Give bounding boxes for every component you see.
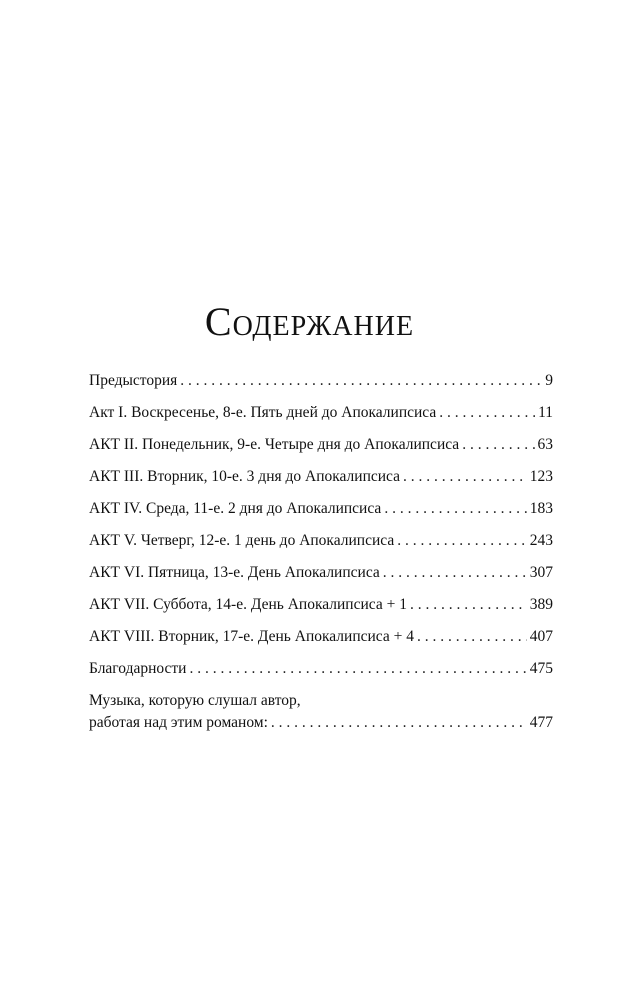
toc-entry-label-line2: работая над этим романом: [89, 714, 268, 731]
toc-entry-label: АКТ II. Понедельник, 9-е. Четыре дня до Апокалипсиса [89, 436, 460, 453]
toc-entry-label: АКТ V. Четверг, 12-е. 1 день до Апокалипсиса [89, 532, 395, 549]
toc-entry-page: 389 [529, 596, 553, 613]
toc-entry-page: 183 [529, 500, 553, 517]
toc-entry-label: Благодарности [89, 660, 187, 677]
dot-leader [271, 712, 527, 734]
toc-entry-acknowledgements [89, 658, 553, 680]
toc-entry-page: 477 [529, 714, 553, 731]
toc-entry-act-7 [89, 594, 553, 616]
toc-entry-music [89, 690, 553, 734]
toc-entry-label: АКТ VI. Пятница, 13-е. День Апокалипсиса [89, 564, 380, 581]
toc-title: Содержание [204, 299, 415, 344]
toc-entry-act-8 [89, 626, 553, 648]
toc-entry-label: АКТ III. Вторник, 10-е. 3 дня до Апокалипсиса [89, 468, 400, 485]
toc-entry-act-1 [89, 402, 553, 424]
toc-entry-label: АКТ IV. Среда, 11-е. 2 дня до Апокалипсиса [89, 500, 382, 517]
toc-entry-act-3 [89, 466, 553, 488]
toc-entry-label: Акт I. Воскресенье, 8-е. Пять дней до Апокалипсиса [89, 404, 437, 421]
toc-entry-page: 307 [529, 564, 553, 581]
dot-leader [417, 626, 527, 648]
toc-entry-act-6 [89, 562, 553, 584]
toc-entry-act-2 [89, 434, 553, 456]
toc-entry-page: 123 [529, 468, 553, 485]
toc-entry-act-5 [89, 530, 553, 552]
toc-entry-label: АКТ VII. Суббота, 14-е. День Апокалипсиса + 1 [89, 596, 407, 613]
toc-entry-prologue [89, 370, 553, 392]
dot-leader [180, 370, 542, 392]
dot-leader [384, 498, 526, 520]
toc-entry-page: 407 [529, 628, 553, 645]
dot-leader [439, 402, 535, 424]
dot-leader [189, 658, 526, 680]
toc-entry-page: 63 [537, 436, 553, 453]
dot-leader [397, 530, 527, 552]
toc-entry-label: Предыстория [89, 372, 178, 389]
toc-entry-last-line [89, 712, 530, 734]
dot-leader [410, 594, 527, 616]
dot-leader [383, 562, 527, 584]
toc-entry-label: АКТ VIII. Вторник, 17-е. День Апокалипсиса + 4 [89, 628, 414, 645]
toc-entry-page: 243 [529, 532, 553, 549]
dot-leader [403, 466, 527, 488]
toc-list [89, 370, 553, 744]
toc-entry-label-wrap [89, 690, 530, 734]
toc-entry-act-4 [89, 498, 553, 520]
toc-entry-label-line1: Музыка, которую слушал автор, [89, 692, 301, 709]
dot-leader [462, 434, 534, 456]
toc-entry-page: 9 [545, 372, 553, 389]
toc-entry-page: 11 [538, 404, 553, 421]
toc-entry-page: 475 [529, 660, 553, 677]
